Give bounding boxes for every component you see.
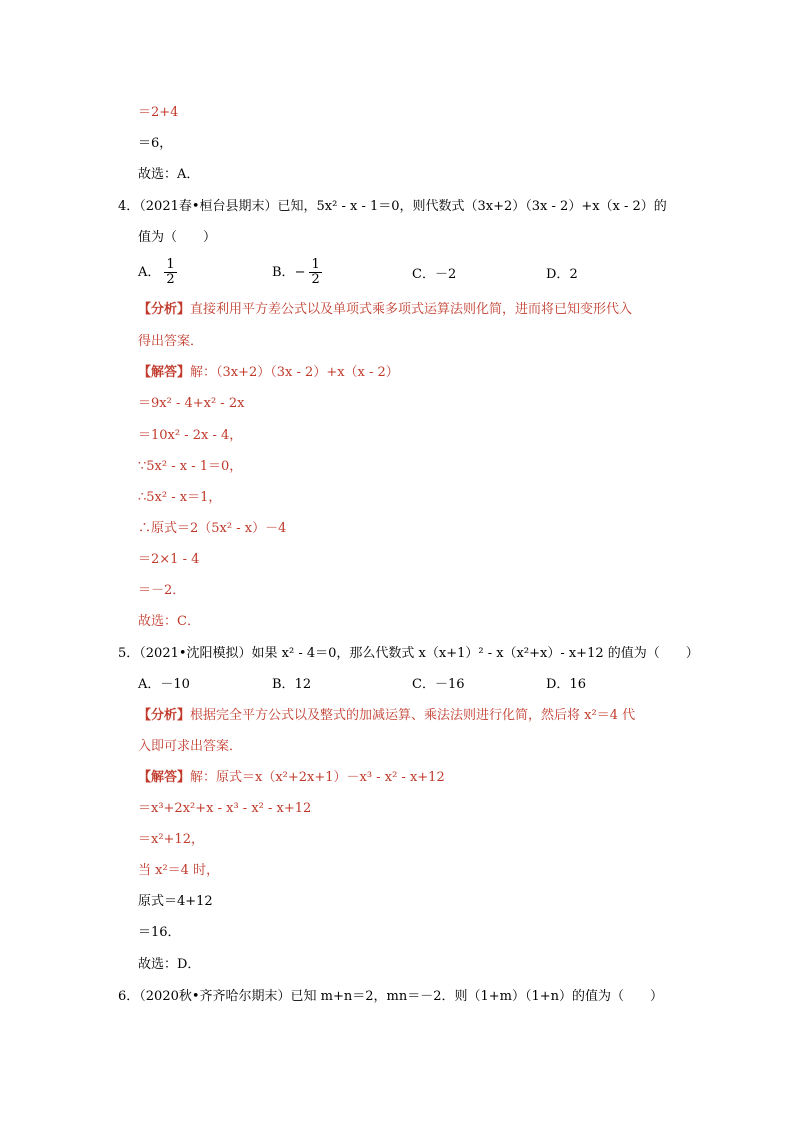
q5-stem: 5．（2021•沈阳模拟）如果 x² - 4＝0，那么代数式 x（x+1）² - x（x²+x）- x+12 的值为（ ） bbox=[118, 646, 699, 661]
q5-option-a-text: －10 bbox=[160, 677, 190, 692]
q4-option-b-numerator: 1 bbox=[311, 257, 320, 272]
q4-answer: 故选：C． bbox=[138, 614, 200, 629]
q5-answer: 故选：D． bbox=[138, 957, 201, 972]
q4-analysis-line-2: 得出答案． bbox=[138, 334, 204, 349]
q5-option-b-text: 12 bbox=[294, 677, 312, 692]
q4-option-c-text: －2 bbox=[434, 267, 457, 282]
prev-step-2: ＝6， bbox=[138, 136, 173, 151]
q4-solution-start: 解：（3x+2）（3x - 2）+x（x - 2） bbox=[190, 365, 399, 380]
q4-option-a bbox=[138, 258, 177, 287]
q5-step-1: ＝x³+2x²+x - x³ - x² - x+12 bbox=[138, 801, 312, 816]
q4-option-a-numerator: 1 bbox=[166, 257, 175, 272]
q5-option-c-label: C． bbox=[412, 677, 435, 692]
q4-step-6: ＝2×1 - 4 bbox=[138, 552, 200, 567]
q5-option-b-label: B． bbox=[272, 677, 295, 692]
q5-step-3: 当 x²＝4 时， bbox=[138, 863, 220, 878]
q4-option-d bbox=[546, 266, 578, 284]
q5-solution-start: 解：原式＝x（x²+2x+1）－x³ - x² - x+12 bbox=[190, 770, 445, 785]
q4-option-b-sign: − bbox=[294, 265, 306, 280]
q5-solution-line bbox=[138, 769, 445, 787]
q5-option-a-label: A． bbox=[138, 677, 161, 692]
q4-option-b-denominator: 2 bbox=[311, 272, 320, 287]
q4-option-d-text: 2 bbox=[569, 267, 578, 282]
q4-option-a-denominator: 2 bbox=[166, 272, 175, 287]
q5-analysis-line-1 bbox=[138, 707, 635, 725]
prev-answer: 故选：A． bbox=[138, 167, 200, 182]
q4-option-d-label: D． bbox=[546, 267, 570, 282]
q4-analysis-tag: 【分析】 bbox=[138, 302, 191, 317]
q4-option-b bbox=[272, 258, 322, 287]
prev-step-1: ＝2+4 bbox=[138, 105, 179, 120]
q5-solution-tag: 【解答】 bbox=[138, 770, 191, 785]
q4-analysis-line-1 bbox=[138, 301, 632, 319]
q4-step-7: ＝－2． bbox=[138, 583, 186, 598]
q5-option-d-label: D． bbox=[546, 677, 570, 692]
q5-step-4: 原式＝4+12 bbox=[138, 894, 213, 909]
q4-solution-line bbox=[138, 364, 399, 382]
q5-option-c bbox=[412, 676, 465, 694]
q4-option-c bbox=[412, 266, 456, 284]
q5-analysis-line-2: 入即可求出答案． bbox=[138, 739, 243, 754]
q4-option-a-label: A． bbox=[138, 265, 161, 280]
q5-option-d bbox=[546, 676, 586, 694]
q5-option-c-text: －16 bbox=[434, 677, 465, 692]
q5-option-b bbox=[272, 676, 311, 694]
q4-solution-tag: 【解答】 bbox=[138, 365, 191, 380]
q5-option-d-text: 16 bbox=[569, 677, 586, 692]
q4-step-4: ∴5x² - x＝1， bbox=[138, 490, 222, 505]
q5-step-5: ＝16． bbox=[138, 925, 181, 940]
q4-option-c-label: C． bbox=[412, 267, 435, 282]
q5-step-2: ＝x²+12， bbox=[138, 832, 204, 847]
q4-step-5: ∴原式＝2（5x² - x）－4 bbox=[138, 521, 287, 536]
q4-option-b-fraction bbox=[309, 258, 321, 287]
q4-analysis-text-1: 直接利用平方差公式以及单项式乘多项式运算法则化简，进而将已知变形代入 bbox=[190, 302, 633, 317]
q4-stem-line-2: 值为（ ） bbox=[138, 230, 217, 245]
q4-option-b-label: B． bbox=[272, 265, 295, 280]
q4-step-3: ∵5x² - x - 1＝0， bbox=[138, 459, 243, 474]
q5-analysis-text-1: 根据完全平方公式以及整式的加减运算、乘法法则进行化简，然后将 x²＝4 代 bbox=[190, 708, 636, 723]
q4-step-1: ＝9x² - 4+x² - 2x bbox=[138, 396, 245, 411]
q5-option-a bbox=[138, 676, 190, 694]
q4-stem-line-1: 4．（2021春•桓台县期末）已知，5x² - x - 1＝0，则代数式（3x+2）（3x - 2）+x（x - 2）的 bbox=[118, 199, 667, 214]
q6-stem: 6．（2020秋•齐齐哈尔期末）已知 m+n＝2，mn＝－2．则（1+m）（1+n）的值为（ ） bbox=[118, 989, 664, 1004]
q4-option-a-fraction bbox=[164, 258, 176, 287]
q5-analysis-tag: 【分析】 bbox=[138, 708, 191, 723]
q4-step-2: ＝10x² - 2x - 4， bbox=[138, 428, 243, 443]
